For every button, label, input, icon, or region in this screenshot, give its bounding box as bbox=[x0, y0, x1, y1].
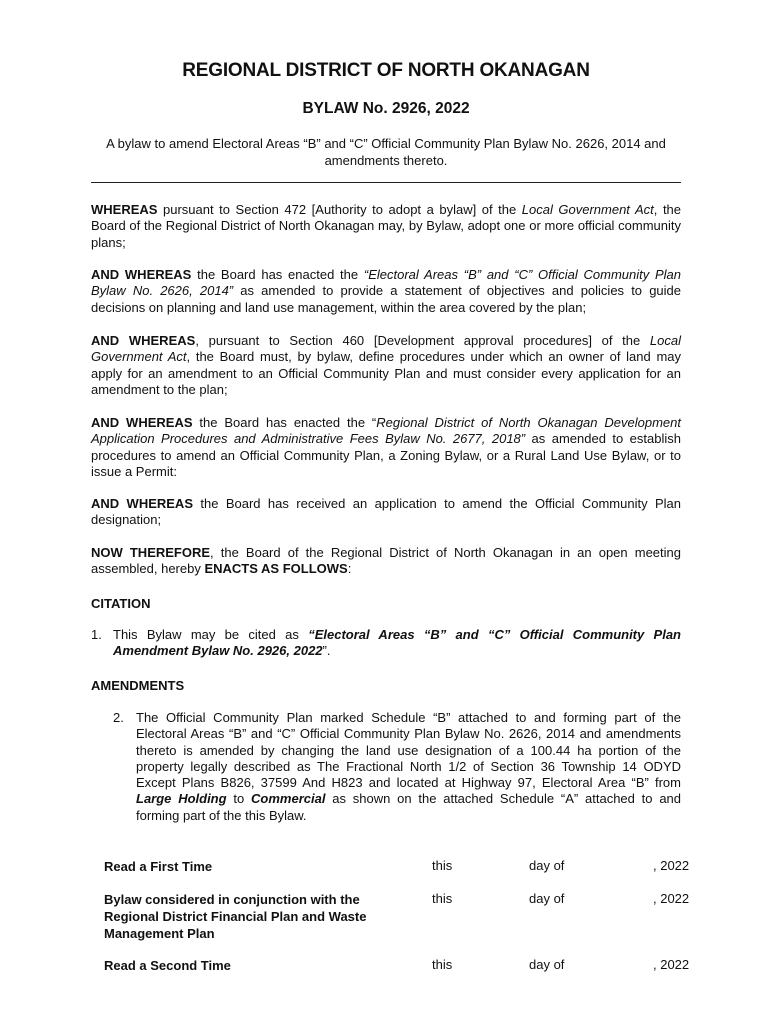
reading-label: Bylaw considered in conjunction with the Regional District Financial Plan and Waste Management Plan bbox=[104, 892, 367, 941]
reading-this: this bbox=[432, 891, 453, 906]
citation-text-part: This Bylaw may be cited as bbox=[113, 627, 309, 642]
bylaw-purpose: A bylaw to amend Electoral Areas “B” and “C” Official Community Plan Bylaw No. 2626, 2014 and amendments thereto. bbox=[106, 136, 666, 168]
recital-1 bbox=[91, 202, 681, 251]
bylaw-number: BYLAW No. 2926, 2022 bbox=[302, 100, 470, 117]
recital-text: as amended to establish procedures to amend an Official Community Plan, a Zoning Bylaw, or a Rural Land Use Bylaw, or to issue a Permit: bbox=[91, 431, 681, 479]
recital-3 bbox=[91, 333, 681, 398]
amendment-text-part: to bbox=[226, 791, 252, 807]
reading-day: day of bbox=[529, 957, 565, 972]
document-title: REGIONAL DISTRICT OF NORTH OKANAGAN bbox=[182, 60, 590, 81]
designation-to: Commercial bbox=[251, 791, 326, 807]
amendments-heading: AMENDMENTS bbox=[91, 678, 185, 693]
recital-italic: “Electoral Areas “B” and “C” Official Community Plan Bylaw No. 2626, 2014” bbox=[91, 267, 681, 299]
recital-lead: WHEREAS bbox=[91, 202, 158, 217]
recital-text: the Board has enacted the “ bbox=[192, 415, 377, 430]
amendment-text bbox=[136, 710, 681, 824]
divider bbox=[91, 182, 681, 183]
citation-text bbox=[113, 627, 681, 660]
citation-heading: CITATION bbox=[91, 596, 151, 611]
recital-lead: AND WHEREAS bbox=[91, 333, 196, 348]
recital-text: the Board has enacted the bbox=[191, 267, 364, 282]
citation-text-part: ”. bbox=[322, 643, 331, 659]
enacts-as-follows: ENACTS AS FOLLOWS bbox=[204, 561, 348, 577]
recital-text: , pursuant to Section 460 [Development approval procedures] of the bbox=[195, 333, 650, 348]
reading-year: , 2022 bbox=[653, 858, 690, 873]
reading-label: Read a Second Time bbox=[104, 958, 231, 973]
reading-this: this bbox=[432, 957, 453, 972]
citation-number: 1. bbox=[91, 627, 102, 642]
citation-bylaw-name: “Electoral Areas “B” and “C” Official Community Plan Amendment Bylaw No. 2926, 2022 bbox=[113, 627, 681, 659]
designation-from: Large Holding bbox=[136, 791, 227, 807]
reading-label: Read a First Time bbox=[104, 859, 213, 874]
recital-italic: Local Government Act bbox=[521, 202, 654, 217]
recital-text: , the Board must, by bylaw, define procedures under which an owner of land may apply for an amendment to an Official Community Plan and must consider every application for an amendment to the plan; bbox=[91, 349, 681, 397]
recital-lead: AND WHEREAS bbox=[91, 496, 193, 511]
amendment-text-part: as shown on the attached Schedule “A” attached to and forming part of the this Bylaw. bbox=[136, 791, 682, 823]
recital-italic: Regional District of North Okanagan Development Application Procedures and Administrative Fees Bylaw No. 2677, 2018” bbox=[91, 415, 682, 447]
recital-text: the Board has received an application to amend the Official Community Plan designation; bbox=[91, 496, 681, 528]
reading-year: , 2022 bbox=[653, 957, 690, 972]
amendment-text-part: The Official Community Plan marked Schedule “B” attached to and forming part of the Electoral Areas “B” and “C” Official Community Plan Bylaw No. 2626, 2014 and amendments thereto is amended by changing the land use designation of a 100.44 ha portion of the property legally described as The Fractional North 1/2 of Section 36 Township 14 ODYD Except Plans B826, 37599 And H823 and located at Highway 97, Electoral Area “B” from bbox=[136, 710, 681, 791]
recital-5 bbox=[91, 496, 681, 529]
recital-text: , the Board of the Regional District of North Okanagan may, by Bylaw, adopt one or more official community plans; bbox=[91, 202, 682, 250]
reading-year: , 2022 bbox=[653, 891, 690, 906]
reading-day: day of bbox=[529, 891, 565, 906]
enactment-text: , the Board of the Regional District of North Okanagan in an open meeting assembled, hereby bbox=[91, 545, 681, 577]
reading-day: day of bbox=[529, 858, 565, 873]
enactment-clause bbox=[91, 545, 681, 578]
reading-this: this bbox=[432, 858, 453, 873]
recital-lead: AND WHEREAS bbox=[91, 267, 192, 282]
recital-4 bbox=[91, 415, 681, 480]
recital-lead: AND WHEREAS bbox=[91, 415, 193, 430]
amendment-number: 2. bbox=[113, 710, 124, 725]
enactment-lead: NOW THEREFORE bbox=[91, 545, 211, 560]
recital-italic: Local Government Act bbox=[91, 333, 681, 365]
enactment-text: : bbox=[347, 561, 352, 577]
recital-2 bbox=[91, 267, 681, 316]
recital-text: as amended to provide a statement of objectives and policies to guide decisions on planning and land use management, within the area covered by the plan; bbox=[91, 283, 681, 315]
recital-text: pursuant to Section 472 [Authority to adopt a bylaw] of the bbox=[157, 202, 522, 217]
